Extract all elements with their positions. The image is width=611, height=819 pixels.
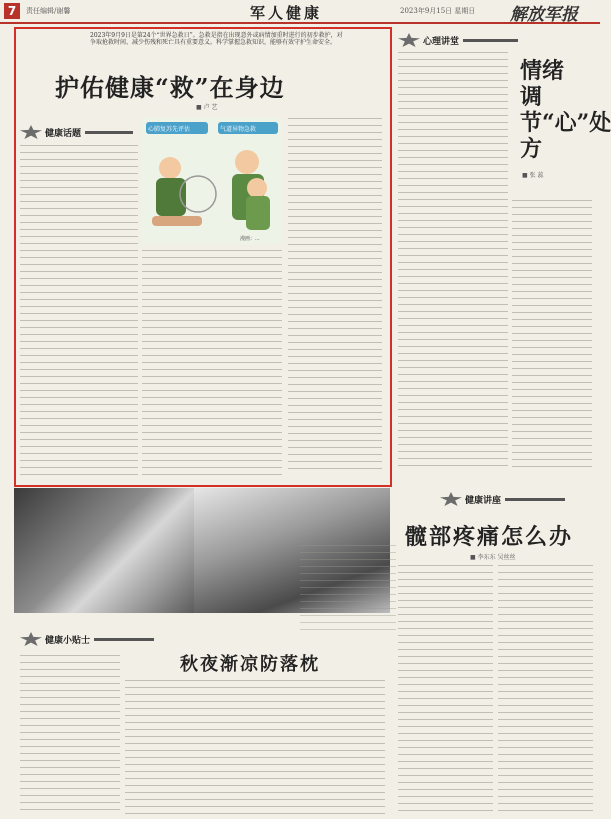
section-header-health-topic	[20, 125, 133, 139]
article-column-2	[142, 250, 282, 475]
hip-column-2	[498, 565, 593, 815]
newspaper-logo: 解放军报	[510, 5, 578, 25]
cartoon-caption-right: 气道异物急救	[220, 126, 257, 133]
masthead	[0, 0, 600, 24]
article-byline: ■ 卢 艺	[196, 104, 218, 111]
side-headline-emotion: 情绪调节“心”处方	[520, 58, 611, 162]
section-header-lecture	[440, 492, 565, 506]
section-label: 健康小贴士	[45, 635, 91, 646]
article-headline: 护佑健康“救”在身边	[55, 73, 285, 102]
star-icon	[20, 125, 42, 139]
article-column-1	[20, 145, 138, 475]
article-headline-fall-stiff-neck: 秋夜渐凉防落枕	[180, 654, 320, 675]
photo-caption-box	[300, 545, 396, 633]
photo-medic-treating-patient	[14, 488, 194, 613]
editor-credit: 责任编辑/谢馨	[26, 7, 71, 15]
issue-date: 2023年9月15日 星期日	[400, 7, 476, 15]
section-label: 健康讲座	[465, 495, 502, 506]
section-rule	[505, 498, 565, 501]
cartoon-credit: 漫画：...	[240, 236, 260, 242]
section-header-health-tips	[20, 632, 154, 646]
section-rule	[85, 131, 133, 134]
section-rule	[463, 39, 518, 42]
first-aid-cartoon	[142, 118, 282, 244]
hip-article-byline: ■ 李东东 吴丝丝	[470, 554, 516, 561]
tips-column-1	[20, 655, 120, 815]
star-icon	[20, 632, 42, 646]
cartoon-caption-left: 心肺复苏先评估	[148, 126, 191, 133]
section-label: 心理讲堂	[423, 36, 460, 47]
section-label: 健康话题	[45, 128, 82, 139]
psychology-column-2	[512, 200, 592, 472]
psychology-column-1	[398, 52, 508, 472]
article-column-3	[288, 118, 382, 475]
section-rule	[94, 638, 154, 641]
article-lead: 2023年9月9日是第24个“世界急救日”。急救是指在出现意外或病情加重时进行的初步救护，对争取抢救时间、减少伤残和死亡具有重要意义。科学掌握急救知识，能够有效守护生命安全。	[90, 32, 343, 46]
article-headline-hip-pain: 髋部疼痛怎么办	[405, 524, 574, 550]
side-byline: ■ 张 蕊	[522, 172, 544, 179]
section-header-psychology	[398, 33, 518, 47]
hip-column-1	[398, 565, 493, 815]
star-icon	[440, 492, 462, 506]
star-icon	[398, 33, 420, 47]
page-number: 7	[4, 3, 20, 19]
page-title: 军人健康	[250, 4, 323, 22]
tips-columns	[125, 680, 385, 815]
